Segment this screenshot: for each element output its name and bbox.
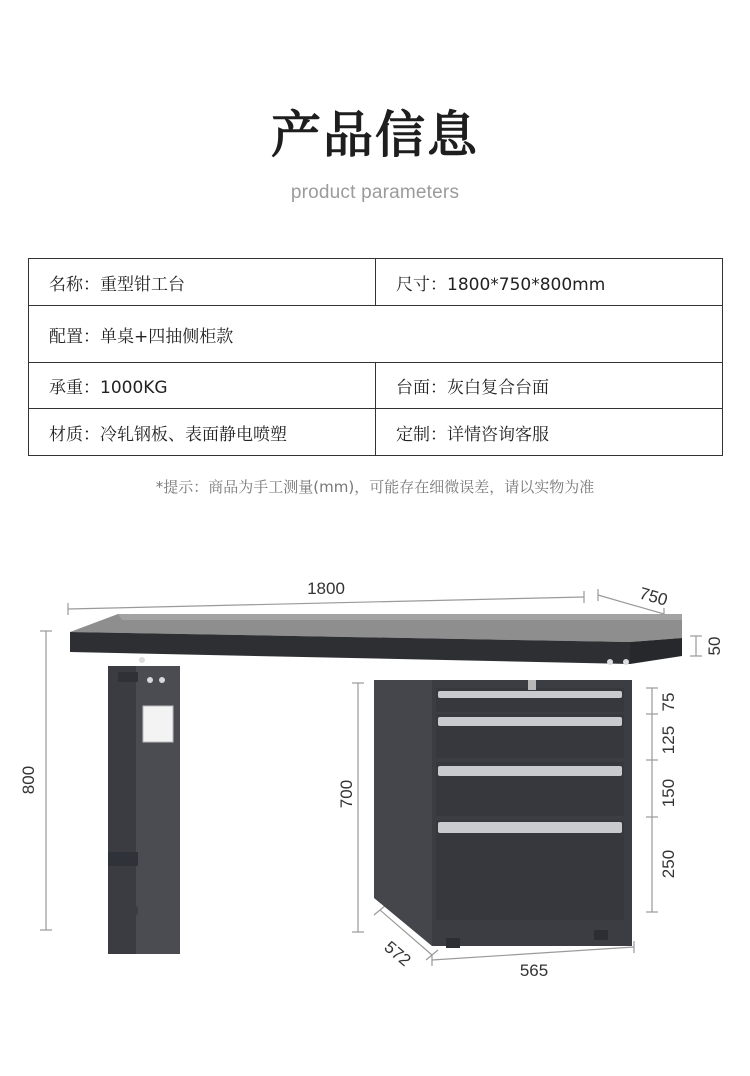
- drawer-4: [436, 820, 624, 920]
- param-surface: 台面：灰白复合台面: [376, 363, 723, 409]
- drawer-cabinet: [374, 680, 632, 948]
- dim-cabinet-height: 700: [337, 779, 356, 809]
- dim-drawer-2: 125: [659, 725, 678, 755]
- table-row: [29, 409, 723, 456]
- label-plate: [143, 706, 173, 742]
- drawer-1-handle: [438, 691, 622, 698]
- lock-icon: [528, 680, 536, 690]
- param-custom: 定制：详情咨询客服: [376, 409, 723, 456]
- table-row: [29, 363, 723, 409]
- param-config: 配置：单桌+四抽侧柜款: [29, 306, 723, 363]
- left-leg: [108, 666, 180, 954]
- drawer-2-handle: [438, 717, 622, 726]
- page-subtitle: product parameters: [290, 182, 460, 203]
- table-row: [29, 259, 723, 306]
- dim-drawer-1: 75: [659, 692, 678, 712]
- measurement-note: *提示：商品为手工测量(mm)，可能存在细微误差，请以实物为准: [155, 478, 595, 496]
- param-load: 承重：1000KG: [29, 363, 376, 409]
- param-size: 尺寸：1800*750*800mm: [376, 259, 723, 306]
- parameter-table: [28, 258, 723, 456]
- dim-top-thickness: 50: [705, 636, 724, 656]
- drawer-3-handle: [438, 766, 622, 776]
- drawer-4-handle: [438, 822, 622, 833]
- dim-height: 800: [19, 765, 38, 795]
- dim-depth: 750: [637, 583, 670, 610]
- dim-cabinet-width: 565: [519, 961, 549, 980]
- table-row: [29, 306, 723, 363]
- worktop: [70, 614, 682, 665]
- dim-cabinet-depth: 572: [380, 937, 415, 971]
- param-material: 材质：冷轧钢板、表面静电喷塑: [29, 409, 376, 456]
- page-title: 产品信息: [271, 106, 479, 164]
- dim-length: 1800: [307, 579, 345, 598]
- workbench-diagram: [0, 560, 750, 980]
- dim-drawer-4: 250: [659, 849, 678, 879]
- param-name: 名称：重型钳工台: [29, 259, 376, 306]
- dim-drawer-3: 150: [659, 778, 678, 808]
